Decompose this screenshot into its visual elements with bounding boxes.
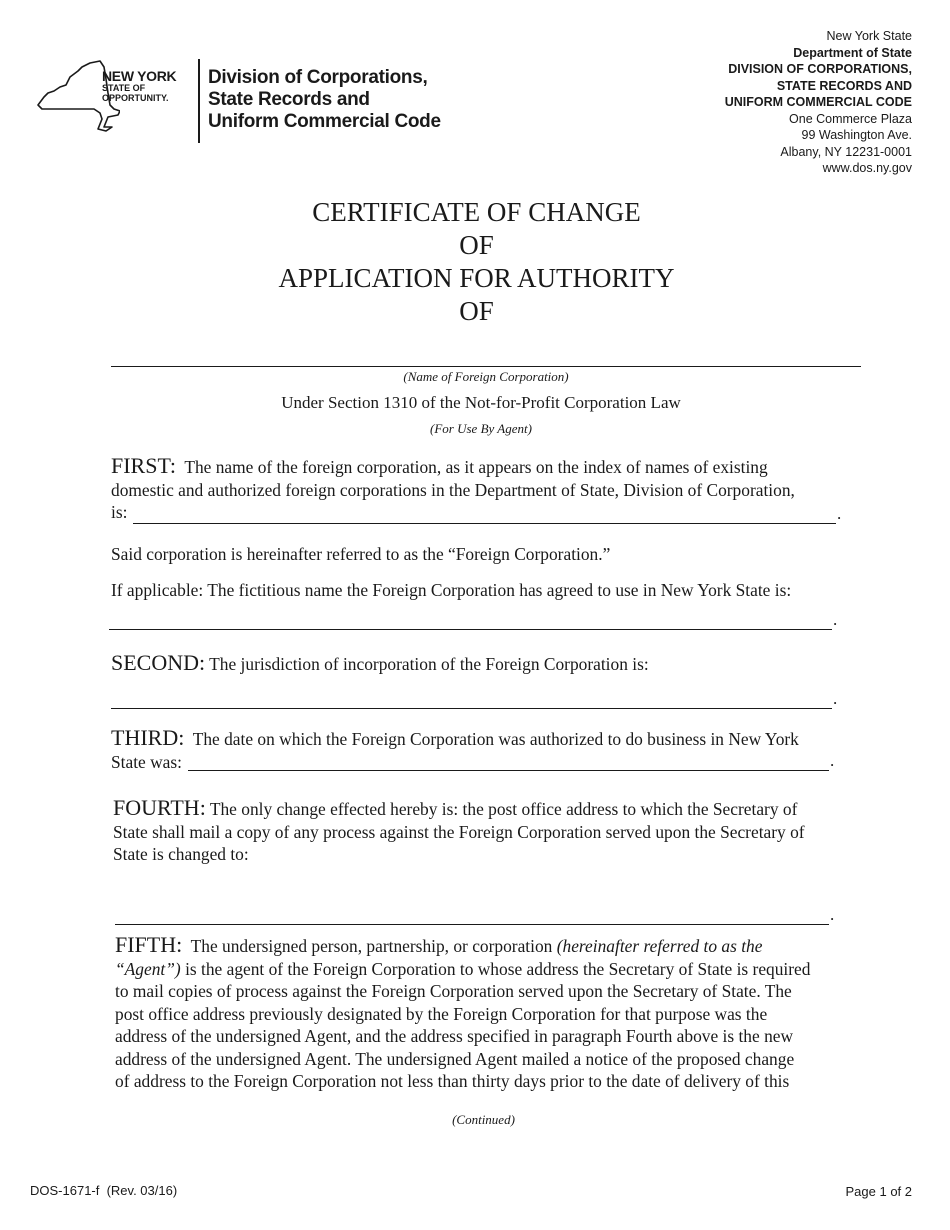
paragraph-third xyxy=(111,727,871,773)
division-name-line-1: Division of Corporations, xyxy=(208,67,428,88)
agency-state: New York State xyxy=(826,29,912,43)
authorization-date-line[interactable] xyxy=(188,770,829,771)
title-line-1: CERTIFICATE OF CHANGE xyxy=(312,197,641,227)
logo-state-name: NEW YORK xyxy=(102,68,177,84)
fictitious-name-line[interactable] xyxy=(109,629,832,630)
ny-wordmark xyxy=(102,69,176,103)
fourth-period: . xyxy=(830,905,835,924)
paragraph-second xyxy=(111,652,871,676)
logo-tagline-1: STATE OF xyxy=(102,83,146,93)
third-period: . xyxy=(830,751,835,770)
first-text-1: The name of the foreign corporation, as it appears on the index of names of existing xyxy=(184,457,768,477)
first-lead: FIRST: xyxy=(111,453,176,478)
jurisdiction-line[interactable] xyxy=(111,708,832,709)
fifth-text-5: address of the undersigned Agent, and the address specified in paragraph Fourth above is the new xyxy=(115,1026,794,1046)
third-lead: THIRD: xyxy=(111,725,185,750)
agency-address-1: One Commerce Plaza xyxy=(789,111,912,126)
fifth-text-4: post office address previously designated by the Foreign Corporation for that purpose was the xyxy=(115,1003,768,1024)
form-id: DOS-1671-f (Rev. 03/16) xyxy=(30,1183,178,1198)
fifth-text-6: address of the undersigned Agent. The undersigned Agent mailed a notice of the proposed change xyxy=(115,1048,795,1069)
agency-city: Albany, NY 12231-0001 xyxy=(780,144,912,159)
agency-division-1: DIVISION OF CORPORATIONS, xyxy=(728,62,912,76)
second-period: . xyxy=(833,689,838,708)
corporation-name-caption: (Name of Foreign Corporation) xyxy=(403,369,569,384)
fifth-text-2a: “Agent”) xyxy=(115,958,181,979)
fourth-text-1: The only change effected hereby is: the post office address to which the Secretary of xyxy=(209,799,798,819)
fictitious-period: . xyxy=(833,610,838,629)
paragraph-fifth xyxy=(115,934,875,1093)
second-lead: SECOND: xyxy=(111,650,206,675)
fifth-text-2b: is the agent of the Foreign Corporation to whose address the Secretary of State is required xyxy=(185,958,811,979)
second-text: The jurisdiction of incorporation of the Foreign Corporation is: xyxy=(209,654,649,674)
corporation-name-line[interactable] xyxy=(111,366,861,367)
fifth-text-7: of address to the Foreign Corporation not less than thirty days prior to the date of delivery of this xyxy=(115,1071,790,1091)
agency-website: www.dos.ny.gov xyxy=(822,161,912,175)
agency-department: Department of State xyxy=(793,45,912,60)
logo-tagline-2: OPPORTUNITY. xyxy=(102,93,169,103)
agency-division-3: UNIFORM COMMERCIAL CODE xyxy=(724,95,912,109)
fictitious-name-text: If applicable: The fictitious name the Foreign Corporation has agreed to use in New York State is: xyxy=(111,580,792,600)
page-number: Page 1 of 2 xyxy=(845,1184,912,1199)
third-text-1: The date on which the Foreign Corporation was authorized to do business in New York xyxy=(192,729,799,749)
paragraph-fourth xyxy=(113,797,873,866)
first-text-3: is: xyxy=(111,502,128,522)
division-name xyxy=(208,67,441,133)
under-section: Under Section 1310 of the Not-for-Profit Corporation Law xyxy=(281,393,681,412)
said-corporation-text: Said corporation is hereinafter referred to as the “Foreign Corporation.” xyxy=(111,544,611,564)
division-name-line-2: State Records and xyxy=(208,89,370,110)
fourth-lead: FOURTH: xyxy=(113,795,206,820)
fifth-text-3: to mail copies of process against the Foreign Corporation served upon the Secretary of State. The xyxy=(115,981,792,1001)
fourth-text-3: State is changed to: xyxy=(113,844,249,864)
title-line-2: OF xyxy=(459,230,494,260)
title-line-4: OF xyxy=(459,296,494,326)
agency-address-2: 99 Washington Ave. xyxy=(801,128,912,142)
agent-caption: (For Use By Agent) xyxy=(430,421,532,436)
agency-address xyxy=(725,28,912,177)
fifth-text-1b: (hereinafter referred to as the xyxy=(556,936,763,956)
document-title xyxy=(0,196,950,328)
continued-caption: (Continued) xyxy=(452,1112,515,1127)
agency-division-2: STATE RECORDS AND xyxy=(776,78,912,93)
paragraph-first xyxy=(111,455,871,524)
third-text-2: State was: xyxy=(111,751,182,772)
fifth-text-1a: The undersigned person, partnership, or corporation xyxy=(190,936,553,956)
new-address-line[interactable] xyxy=(115,924,829,925)
nys-logo xyxy=(30,55,470,150)
title-line-3: APPLICATION FOR AUTHORITY xyxy=(278,263,675,293)
first-answer-line[interactable] xyxy=(133,523,836,524)
fourth-text-2: State shall mail a copy of any process against the Foreign Corporation served upon the Secretary of xyxy=(113,821,805,842)
fifth-lead: FIFTH: xyxy=(115,932,183,957)
division-name-line-3: Uniform Commercial Code xyxy=(208,111,441,132)
logo-divider xyxy=(198,59,200,143)
first-period: . xyxy=(837,504,842,523)
first-text-2: domestic and authorized foreign corporations in the Department of State, Division of Corporation, xyxy=(111,479,795,500)
